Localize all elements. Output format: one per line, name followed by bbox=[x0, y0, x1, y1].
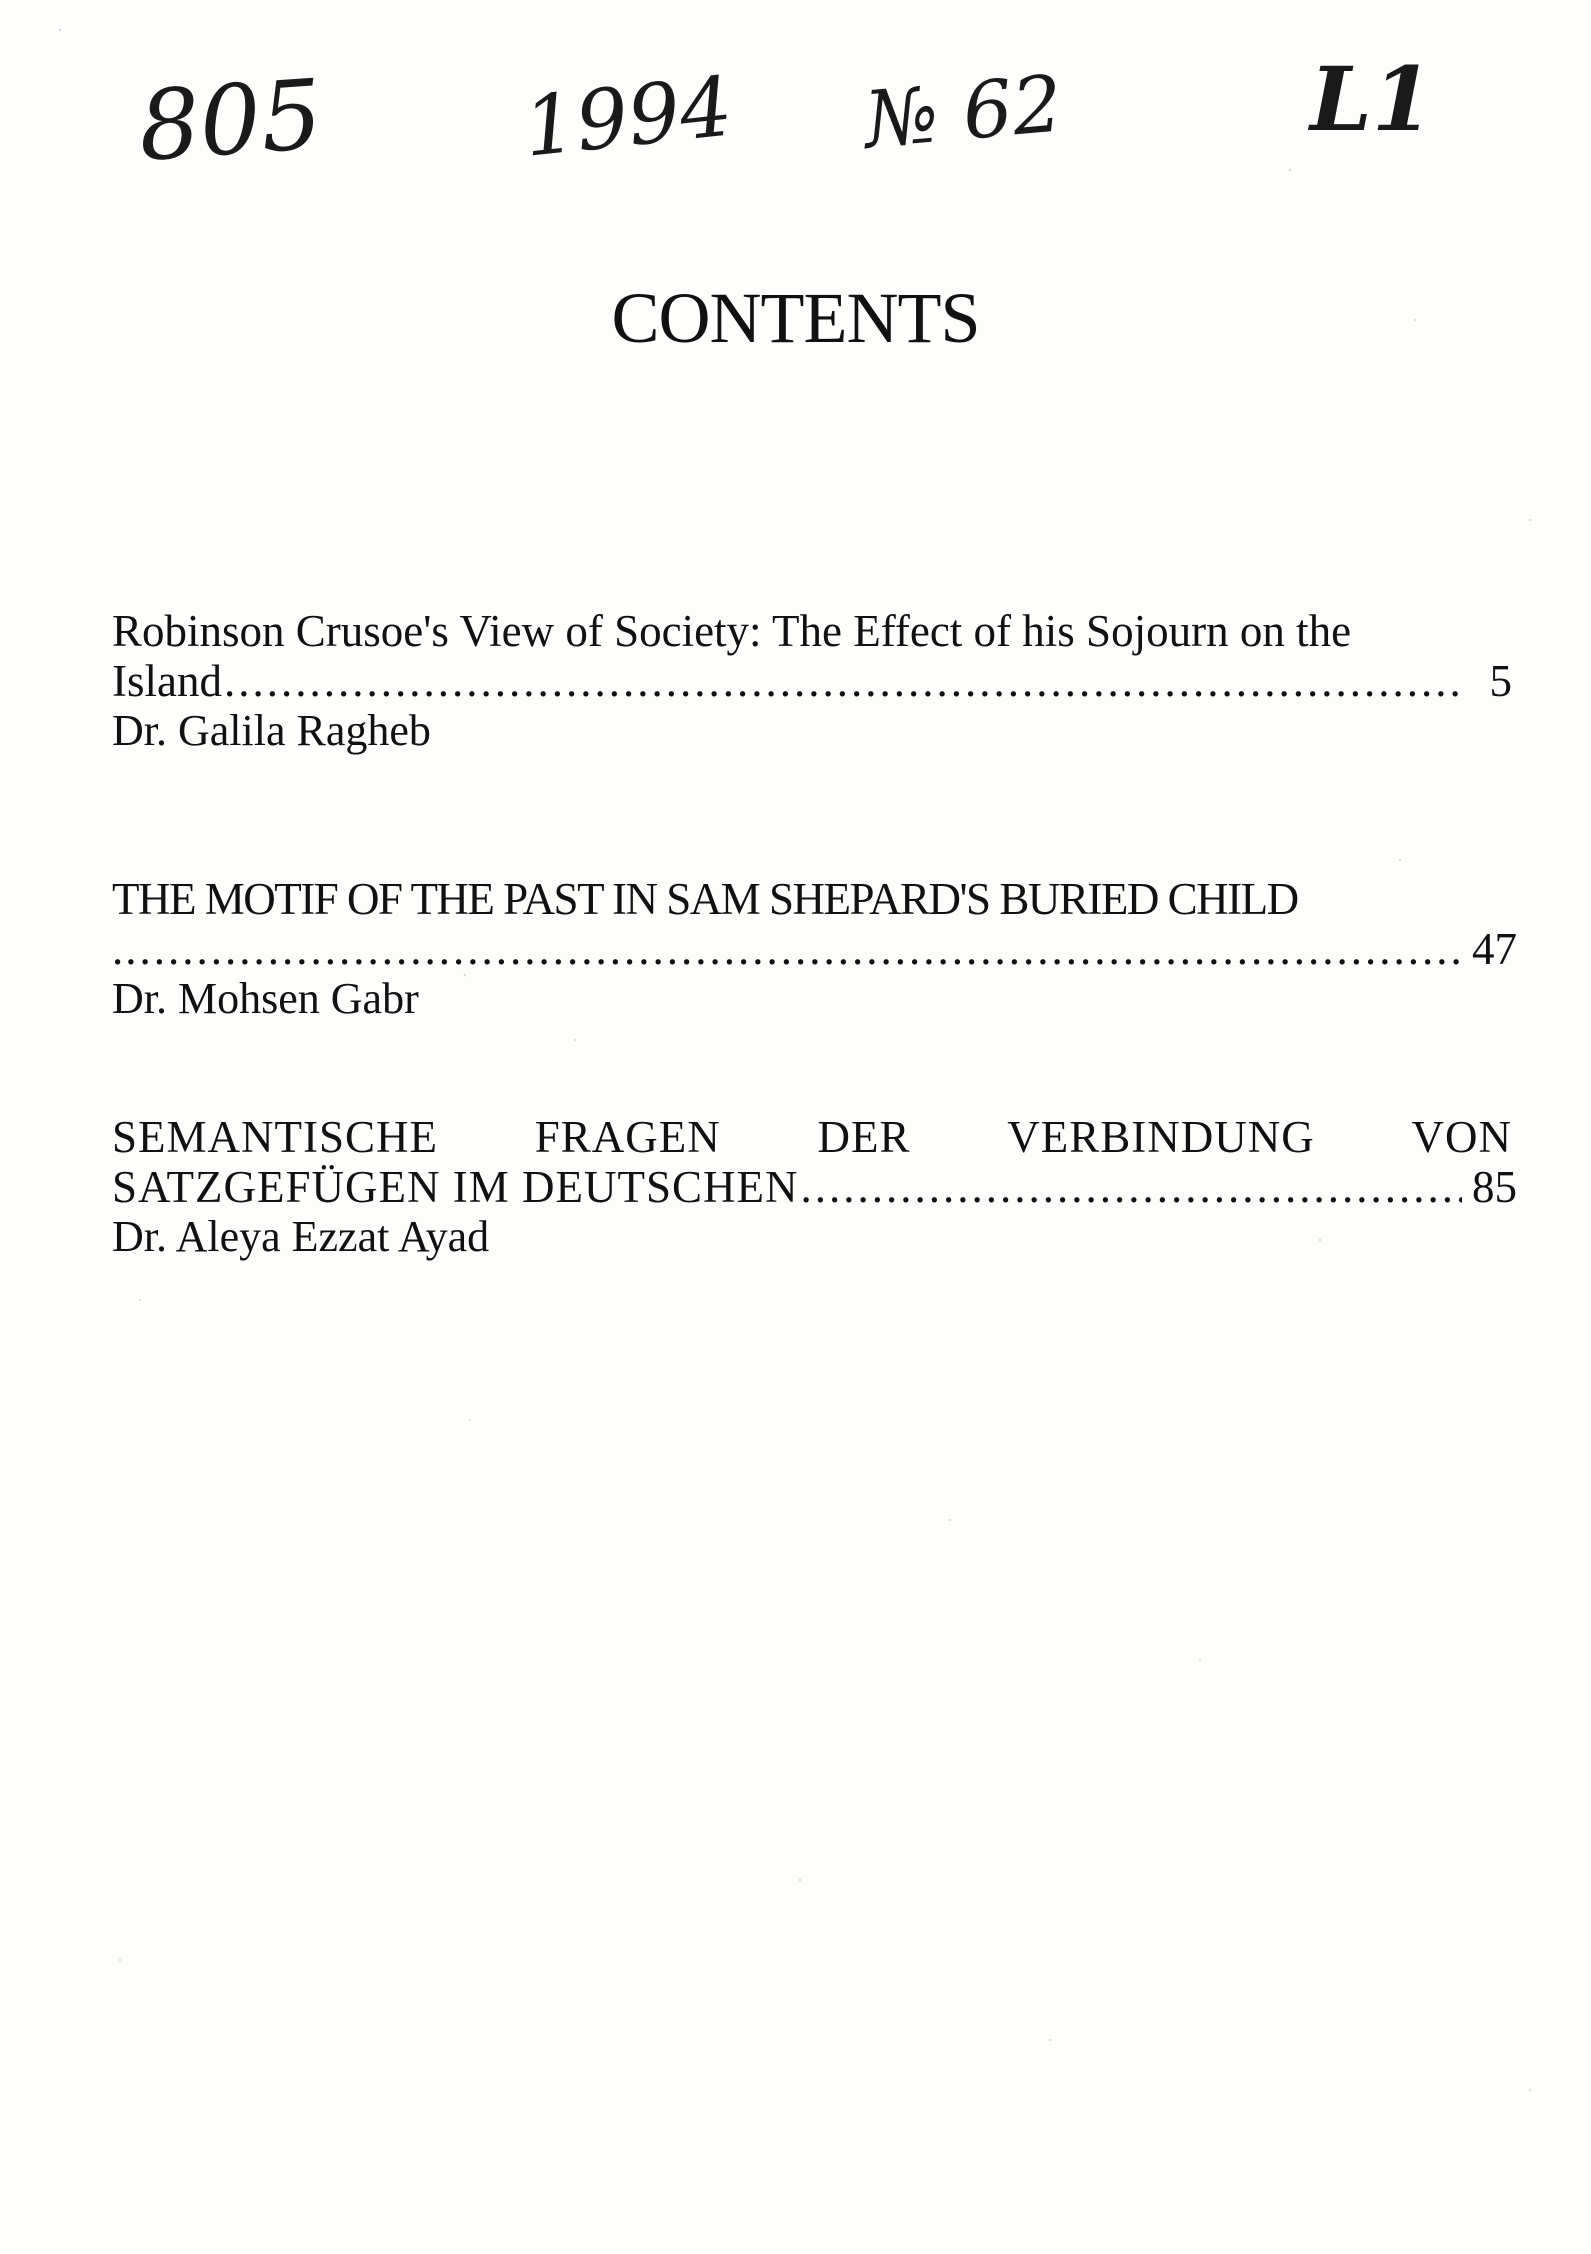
toc-entry bbox=[112, 874, 1517, 1024]
entry-leader-line bbox=[112, 656, 1512, 706]
entry-title-word: FRAGEN bbox=[534, 1112, 721, 1162]
toc-entry bbox=[112, 606, 1512, 756]
dot-leader bbox=[125, 924, 1462, 974]
entry-title-word: VERBINDUNG bbox=[1007, 1112, 1315, 1162]
page-number: 85 bbox=[1472, 1162, 1517, 1212]
handwritten-annotation bbox=[130, 40, 1470, 200]
hw-1994: 1994 bbox=[519, 59, 737, 176]
entry-author: Dr. Galila Ragheb bbox=[112, 706, 431, 755]
toc-entry bbox=[112, 1112, 1517, 1262]
dot-leader bbox=[224, 656, 1462, 706]
entry-title-word: DER bbox=[817, 1112, 911, 1162]
entry-title bbox=[112, 1112, 1512, 1162]
page-number: 5 bbox=[1489, 656, 1512, 706]
entry-title: Robinson Crusoe's View of Society: The Effect of his Sojourn on the bbox=[112, 606, 1352, 656]
hw-no-62: № 62 bbox=[860, 59, 1066, 167]
entry-title-word: SEMANTISCHE bbox=[112, 1112, 439, 1162]
entry-title-continuation: SATZGEFÜGEN IM DEUTSCHEN bbox=[112, 1162, 799, 1212]
handwriting-drawing bbox=[130, 40, 1470, 200]
entry-author: Dr. Mohsen Gabr bbox=[112, 974, 419, 1023]
entry-title-word: VON bbox=[1411, 1112, 1512, 1162]
entry-title-continuation: Island bbox=[112, 656, 222, 706]
page-title: CONTENTS bbox=[611, 278, 980, 358]
entry-leader-line bbox=[112, 1162, 1517, 1212]
entry-title: THE MOTIF OF THE PAST IN SAM SHEPARD'S BURIED CHILD bbox=[112, 874, 1298, 924]
dot-leader bbox=[801, 1162, 1463, 1212]
entry-title-continuation: . bbox=[112, 924, 124, 974]
hw-805: 805 bbox=[135, 58, 326, 183]
page-number: 47 bbox=[1472, 924, 1517, 974]
entry-leader-line bbox=[112, 924, 1517, 974]
hw-l1: L1 bbox=[1310, 47, 1434, 151]
entry-author: Dr. Aleya Ezzat Ayad bbox=[112, 1212, 490, 1261]
